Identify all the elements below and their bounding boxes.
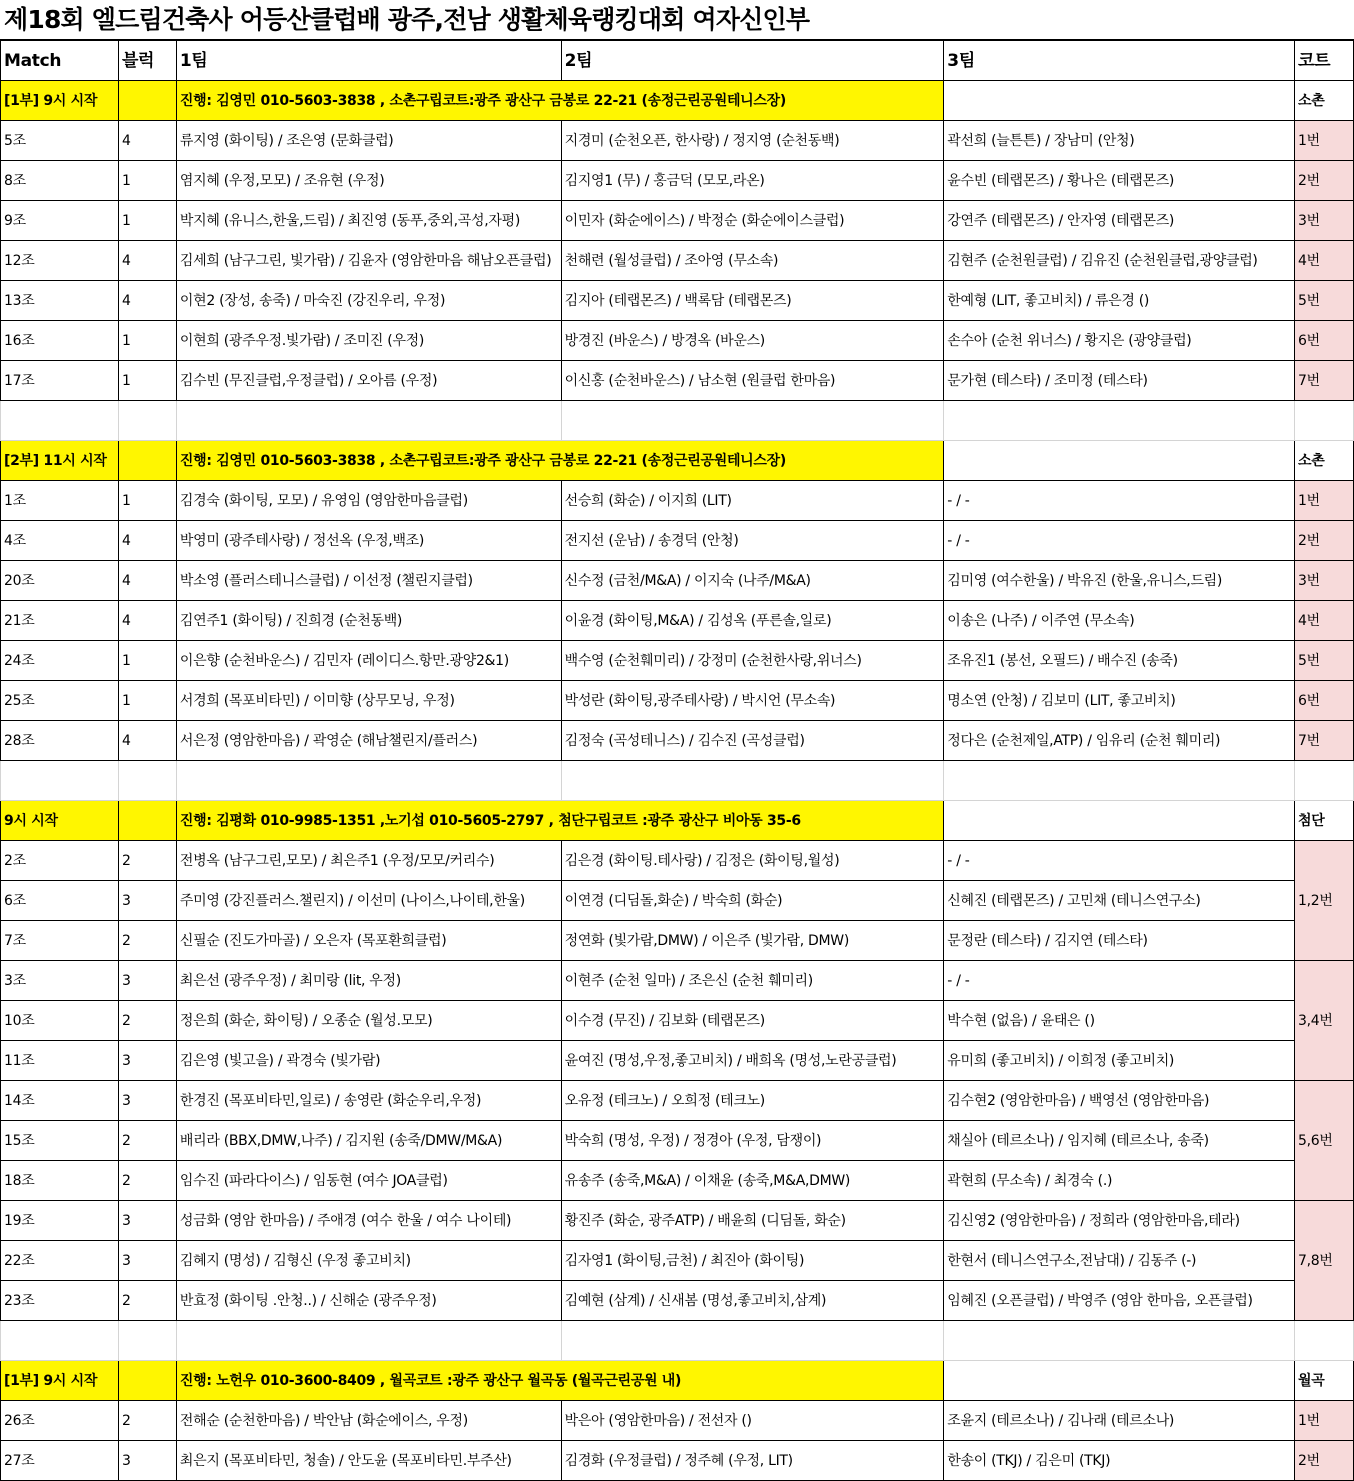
match-cell[interactable]: 13조 <box>1 281 119 321</box>
team2-cell[interactable]: 전지선 (운남) / 송경덕 (안청) <box>561 521 944 561</box>
court-cell[interactable]: 2번 <box>1294 161 1353 201</box>
team1-cell[interactable]: 배리라 (BBX,DMW,나주) / 김지원 (송죽/DMW/M&A) <box>176 1121 561 1161</box>
team3-cell[interactable]: 한송이 (TKJ) / 김은미 (TKJ) <box>944 1441 1295 1481</box>
match-cell[interactable]: 24조 <box>1 641 119 681</box>
section-venue-info[interactable]: 진행: 노헌우 010-3600-8409 , 월곡코트 :광주 광산구 월곡동 (월곡근린공원 내) <box>176 1361 943 1401</box>
block-cell[interactable]: 4 <box>118 121 176 161</box>
match-cell[interactable]: 8조 <box>1 161 119 201</box>
block-cell[interactable]: 4 <box>118 241 176 281</box>
match-row <box>1 1241 1354 1281</box>
team3-cell[interactable]: 한현서 (테니스연구소,전남대) / 김동주 (-) <box>944 1241 1295 1281</box>
team3-cell[interactable]: 손수아 (순천 위너스) / 황지은 (광양클럽) <box>944 321 1295 361</box>
team3-cell[interactable]: 강연주 (테랩몬즈) / 안자영 (테랩몬즈) <box>944 201 1295 241</box>
header-team1[interactable]: 1팀 <box>176 41 561 81</box>
match-row <box>1 1201 1354 1241</box>
team3-cell[interactable]: - / - <box>944 521 1295 561</box>
empty-cell[interactable] <box>1294 1321 1353 1361</box>
team1-cell[interactable]: 김수빈 (무진클럽,우정클럽) / 오아름 (우정) <box>176 361 561 401</box>
section-label[interactable]: 9시 시작 <box>1 801 119 841</box>
team2-cell[interactable]: 이민자 (화순에이스) / 박정순 (화순에이스클럽) <box>561 201 944 241</box>
block-cell[interactable]: 2 <box>118 1401 176 1441</box>
block-cell[interactable]: 1 <box>118 161 176 201</box>
court-cell[interactable]: 3번 <box>1294 201 1353 241</box>
match-row <box>1 881 1354 921</box>
team2-cell[interactable]: 이윤경 (화이팅,M&A) / 김성옥 (푸른솔,일로) <box>561 601 944 641</box>
empty-cell[interactable] <box>176 761 561 801</box>
team1-cell[interactable]: 전병옥 (남구그린,모모) / 최은주1 (우정/모모/커리수) <box>176 841 561 881</box>
team1-cell[interactable]: 류지영 (화이팅) / 조은영 (문화클럽) <box>176 121 561 161</box>
match-cell[interactable]: 26조 <box>1 1401 119 1441</box>
match-row <box>1 1041 1354 1081</box>
match-cell[interactable]: 18조 <box>1 1161 119 1201</box>
team2-cell[interactable]: 백수영 (순천훼미리) / 강정미 (순천한사랑,위너스) <box>561 641 944 681</box>
team3-cell[interactable]: 김수현2 (영암한마음) / 백영선 (영암한마음) <box>944 1081 1295 1121</box>
team3-cell[interactable]: 신혜진 (테랩몬즈) / 고민채 (테니스연구소) <box>944 881 1295 921</box>
match-row <box>1 321 1354 361</box>
section-team3-cell[interactable] <box>944 801 1295 841</box>
section-block-cell[interactable] <box>118 441 176 481</box>
empty-cell[interactable] <box>176 401 561 441</box>
section-team3-cell[interactable] <box>944 441 1295 481</box>
team3-cell[interactable]: 박수현 (없음) / 윤태은 () <box>944 1001 1295 1041</box>
team1-cell[interactable]: 최은지 (목포비타민, 청솔) / 안도윤 (목포비타민.부주산) <box>176 1441 561 1481</box>
team3-cell[interactable]: 조유진1 (봉선, 오필드) / 배수진 (송죽) <box>944 641 1295 681</box>
empty-cell[interactable] <box>561 761 944 801</box>
team1-cell[interactable]: 이은향 (순천바운스) / 김민자 (레이디스.항만.광양2&1) <box>176 641 561 681</box>
team2-cell[interactable]: 박은아 (영암한마음) / 전선자 () <box>561 1401 944 1441</box>
match-cell[interactable]: 22조 <box>1 1241 119 1281</box>
team3-cell[interactable]: 정다은 (순천제일,ATP) / 임유리 (순천 훼미리) <box>944 721 1295 761</box>
court-cell[interactable]: 7,8번 <box>1294 1201 1353 1321</box>
match-cell[interactable]: 7조 <box>1 921 119 961</box>
match-row <box>1 601 1354 641</box>
empty-cell[interactable] <box>944 1321 1295 1361</box>
team2-cell[interactable]: 김정숙 (곡성테니스) / 김수진 (곡성클럽) <box>561 721 944 761</box>
court-cell[interactable]: 5번 <box>1294 641 1353 681</box>
empty-cell[interactable] <box>944 401 1295 441</box>
match-cell[interactable]: 16조 <box>1 321 119 361</box>
team2-cell[interactable]: 지경미 (순천오픈, 한사랑) / 정지영 (순천동백) <box>561 121 944 161</box>
empty-cell[interactable] <box>1 401 119 441</box>
block-cell[interactable]: 1 <box>118 321 176 361</box>
block-cell[interactable]: 4 <box>118 561 176 601</box>
team1-cell[interactable]: 최은선 (광주우정) / 최미랑 (lit, 우정) <box>176 961 561 1001</box>
team3-cell[interactable]: 명소연 (안청) / 김보미 (LIT, 좋고비치) <box>944 681 1295 721</box>
team3-cell[interactable]: 유미희 (좋고비치) / 이희정 (좋고비치) <box>944 1041 1295 1081</box>
court-cell[interactable]: 4번 <box>1294 241 1353 281</box>
section-header-row <box>1 801 1354 841</box>
match-cell[interactable]: 20조 <box>1 561 119 601</box>
spacer-row <box>1 1321 1354 1361</box>
team2-cell[interactable]: 김경화 (우정클럽) / 정주혜 (우정, LIT) <box>561 1441 944 1481</box>
team3-cell[interactable]: 이송은 (나주) / 이주연 (무소속) <box>944 601 1295 641</box>
block-cell[interactable]: 4 <box>118 521 176 561</box>
match-row <box>1 281 1354 321</box>
team2-cell[interactable]: 정연화 (빛가람,DMW) / 이은주 (빛가람, DMW) <box>561 921 944 961</box>
team1-cell[interactable]: 주미영 (강진플러스.챌린지) / 이선미 (나이스,나이테,한울) <box>176 881 561 921</box>
team3-cell[interactable]: - / - <box>944 841 1295 881</box>
block-cell[interactable]: 2 <box>118 1001 176 1041</box>
team2-cell[interactable]: 김은경 (화이팅.테사랑) / 김정은 (화이팅,월성) <box>561 841 944 881</box>
match-row <box>1 641 1354 681</box>
team3-cell[interactable]: 조윤지 (테르소나) / 김나래 (테르소나) <box>944 1401 1295 1441</box>
team1-cell[interactable]: 박지혜 (유니스,한울,드림) / 최진영 (동푸,중외,곡성,자평) <box>176 201 561 241</box>
block-cell[interactable]: 3 <box>118 1241 176 1281</box>
section-venue-info[interactable]: 진행: 김영민 010-5603-3838 , 소촌구립코트:광주 광산구 금봉로 22-21 (송정근린공원테니스장) <box>176 81 943 121</box>
match-cell[interactable]: 4조 <box>1 521 119 561</box>
section-block-cell[interactable] <box>118 1361 176 1401</box>
match-row <box>1 121 1354 161</box>
team2-cell[interactable]: 선승희 (화순) / 이지희 (LIT) <box>561 481 944 521</box>
team1-cell[interactable]: 반효정 (화이팅 .안청..) / 신해순 (광주우정) <box>176 1281 561 1321</box>
match-row <box>1 1161 1354 1201</box>
team1-cell[interactable]: 김혜지 (명성) / 김형신 (우정 좋고비치) <box>176 1241 561 1281</box>
match-row <box>1 1081 1354 1121</box>
block-cell[interactable]: 2 <box>118 1281 176 1321</box>
team1-cell[interactable]: 김은영 (빛고을) / 곽경숙 (빛가람) <box>176 1041 561 1081</box>
section-court-name[interactable]: 첨단 <box>1294 801 1353 841</box>
block-cell[interactable]: 2 <box>118 1121 176 1161</box>
match-cell[interactable]: 15조 <box>1 1121 119 1161</box>
match-cell[interactable]: 27조 <box>1 1441 119 1481</box>
header-row <box>1 41 1354 81</box>
match-row <box>1 921 1354 961</box>
team1-cell[interactable]: 김세희 (남구그린, 빛가람) / 김윤자 (영암한마음 해남오픈클럽) <box>176 241 561 281</box>
team1-cell[interactable]: 김경숙 (화이팅, 모모) / 유영임 (영암한마음클럽) <box>176 481 561 521</box>
match-cell[interactable]: 12조 <box>1 241 119 281</box>
spacer-row <box>1 761 1354 801</box>
match-cell[interactable]: 19조 <box>1 1201 119 1241</box>
block-cell[interactable]: 1 <box>118 201 176 241</box>
team1-cell[interactable]: 임수진 (파라다이스) / 임동현 (여수 JOA클럽) <box>176 1161 561 1201</box>
match-row <box>1 961 1354 1001</box>
bracket-table <box>0 40 1354 1481</box>
court-cell[interactable]: 5번 <box>1294 281 1353 321</box>
team3-cell[interactable]: 윤수빈 (테랩몬즈) / 황나은 (테랩몬즈) <box>944 161 1295 201</box>
match-cell[interactable]: 17조 <box>1 361 119 401</box>
match-row <box>1 1121 1354 1161</box>
match-row <box>1 1401 1354 1441</box>
section-court-name[interactable]: 소촌 <box>1294 441 1353 481</box>
team3-cell[interactable]: 임혜진 (오픈클럽) / 박영주 (영암 한마음, 오픈클럽) <box>944 1281 1295 1321</box>
block-cell[interactable]: 4 <box>118 721 176 761</box>
section-block-cell[interactable] <box>118 81 176 121</box>
block-cell[interactable]: 3 <box>118 1041 176 1081</box>
block-cell[interactable]: 1 <box>118 361 176 401</box>
empty-cell[interactable] <box>1 761 119 801</box>
team2-cell[interactable]: 윤여진 (명성,우정,좋고비치) / 배희옥 (명성,노란공클럽) <box>561 1041 944 1081</box>
block-cell[interactable]: 1 <box>118 681 176 721</box>
team1-cell[interactable]: 이현2 (장성, 송죽) / 마숙진 (강진우리, 우정) <box>176 281 561 321</box>
team2-cell[interactable]: 황진주 (화순, 광주ATP) / 배윤희 (디딤돌, 화순) <box>561 1201 944 1241</box>
match-row <box>1 1001 1354 1041</box>
team1-cell[interactable]: 전해순 (순천한마음) / 박안남 (화순에이스, 우정) <box>176 1401 561 1441</box>
match-row <box>1 721 1354 761</box>
court-cell[interactable]: 1번 <box>1294 121 1353 161</box>
team2-cell[interactable]: 김자영1 (화이팅,금천) / 최진아 (화이팅) <box>561 1241 944 1281</box>
team2-cell[interactable]: 김예현 (삼계) / 신새봄 (명성,좋고비치,삼계) <box>561 1281 944 1321</box>
team2-cell[interactable]: 김지영1 (무) / 홍금덕 (모모,라온) <box>561 161 944 201</box>
team1-cell[interactable]: 서은정 (영암한마음) / 곽영순 (해남챌린지/플러스) <box>176 721 561 761</box>
team1-cell[interactable]: 이현희 (광주우정.빛가람) / 조미진 (우정) <box>176 321 561 361</box>
block-cell[interactable]: 2 <box>118 921 176 961</box>
match-row <box>1 841 1354 881</box>
team3-cell[interactable]: - / - <box>944 961 1295 1001</box>
team2-cell[interactable]: 유송주 (송죽,M&A) / 이채윤 (송죽,M&A,DMW) <box>561 1161 944 1201</box>
block-cell[interactable]: 3 <box>118 1441 176 1481</box>
section-label[interactable]: [1부] 9시 시작 <box>1 1361 119 1401</box>
court-cell[interactable]: 4번 <box>1294 601 1353 641</box>
section-header-row <box>1 1361 1354 1401</box>
section-header-row <box>1 81 1354 121</box>
team1-cell[interactable]: 서경희 (목포비타민) / 이미향 (상무모닝, 우정) <box>176 681 561 721</box>
match-row <box>1 1441 1354 1481</box>
match-row <box>1 521 1354 561</box>
empty-cell[interactable] <box>561 1321 944 1361</box>
team3-cell[interactable]: 문가현 (테스타) / 조미정 (테스타) <box>944 361 1295 401</box>
match-cell[interactable]: 11조 <box>1 1041 119 1081</box>
block-cell[interactable]: 4 <box>118 281 176 321</box>
block-cell[interactable]: 3 <box>118 961 176 1001</box>
match-cell[interactable]: 14조 <box>1 1081 119 1121</box>
team3-cell[interactable]: 곽선희 (늘튼튼) / 장남미 (안청) <box>944 121 1295 161</box>
team3-cell[interactable]: 김신영2 (영암한마음) / 정희라 (영암한마음,테라) <box>944 1201 1295 1241</box>
court-cell[interactable]: 3,4번 <box>1294 961 1353 1081</box>
section-court-name[interactable]: 월곡 <box>1294 1361 1353 1401</box>
court-cell[interactable]: 3번 <box>1294 561 1353 601</box>
team2-cell[interactable]: 이연경 (디딤돌,화순) / 박숙희 (화순) <box>561 881 944 921</box>
empty-cell[interactable] <box>1 1321 119 1361</box>
match-cell[interactable]: 28조 <box>1 721 119 761</box>
block-cell[interactable]: 3 <box>118 1081 176 1121</box>
team2-cell[interactable]: 김지아 (테랩몬즈) / 백록담 (테랩몬즈) <box>561 281 944 321</box>
team3-cell[interactable]: 문정란 (테스타) / 김지연 (테스타) <box>944 921 1295 961</box>
court-cell[interactable]: 1번 <box>1294 481 1353 521</box>
team1-cell[interactable]: 김연주1 (화이팅) / 진희경 (순천동백) <box>176 601 561 641</box>
team2-cell[interactable]: 이현주 (순천 일마) / 조은신 (순천 훼미리) <box>561 961 944 1001</box>
court-cell[interactable]: 6번 <box>1294 321 1353 361</box>
team2-cell[interactable]: 박성란 (화이팅,광주테사랑) / 박시언 (무소속) <box>561 681 944 721</box>
team3-cell[interactable]: 채실아 (테르소나) / 임지혜 (테르소나, 송죽) <box>944 1121 1295 1161</box>
block-cell[interactable]: 2 <box>118 1161 176 1201</box>
header-court[interactable]: 코트 <box>1294 41 1353 81</box>
match-row <box>1 561 1354 601</box>
match-cell[interactable]: 1조 <box>1 481 119 521</box>
court-cell[interactable]: 7번 <box>1294 361 1353 401</box>
match-row <box>1 161 1354 201</box>
header-match[interactable]: Match <box>1 41 119 81</box>
team2-cell[interactable]: 박숙희 (명성, 우정) / 정경아 (우정, 담쟁이) <box>561 1121 944 1161</box>
block-cell[interactable]: 2 <box>118 841 176 881</box>
section-court-name[interactable]: 소촌 <box>1294 81 1353 121</box>
match-row <box>1 481 1354 521</box>
match-cell[interactable]: 21조 <box>1 601 119 641</box>
header-block[interactable]: 블럭 <box>118 41 176 81</box>
empty-cell[interactable] <box>118 1321 176 1361</box>
empty-cell[interactable] <box>1294 401 1353 441</box>
team2-cell[interactable]: 이수경 (무진) / 김보화 (테랩몬즈) <box>561 1001 944 1041</box>
empty-cell[interactable] <box>1294 761 1353 801</box>
match-cell[interactable]: 23조 <box>1 1281 119 1321</box>
team1-cell[interactable]: 성금화 (영암 한마음) / 주애경 (여수 한울 / 여수 나이테) <box>176 1201 561 1241</box>
match-cell[interactable]: 5조 <box>1 121 119 161</box>
team3-cell[interactable]: 김미영 (여수한울) / 박유진 (한울,유니스,드림) <box>944 561 1295 601</box>
court-cell[interactable]: 2번 <box>1294 1441 1353 1481</box>
court-cell[interactable]: 2번 <box>1294 521 1353 561</box>
team3-cell[interactable]: - / - <box>944 481 1295 521</box>
team2-cell[interactable]: 이신홍 (순천바운스) / 남소현 (원클럽 한마음) <box>561 361 944 401</box>
block-cell[interactable]: 4 <box>118 601 176 641</box>
section-team3-cell[interactable] <box>944 81 1295 121</box>
match-cell[interactable]: 2조 <box>1 841 119 881</box>
empty-cell[interactable] <box>118 761 176 801</box>
match-row <box>1 1281 1354 1321</box>
section-team3-cell[interactable] <box>944 1361 1295 1401</box>
team2-cell[interactable]: 오유정 (테크노) / 오희정 (테크노) <box>561 1081 944 1121</box>
block-cell[interactable]: 1 <box>118 641 176 681</box>
section-label[interactable]: [1부] 9시 시작 <box>1 81 119 121</box>
team2-cell[interactable]: 신수정 (금천/M&A) / 이지숙 (나주/M&A) <box>561 561 944 601</box>
team2-cell[interactable]: 천해련 (월성클럽) / 조아영 (무소속) <box>561 241 944 281</box>
block-cell[interactable]: 3 <box>118 881 176 921</box>
header-team3[interactable]: 3팀 <box>944 41 1295 81</box>
team3-cell[interactable]: 김현주 (순천원클럽) / 김유진 (순천원클럽,광양클럽) <box>944 241 1295 281</box>
empty-cell[interactable] <box>561 401 944 441</box>
header-team2[interactable]: 2팀 <box>561 41 944 81</box>
court-cell[interactable]: 5,6번 <box>1294 1081 1353 1201</box>
team1-cell[interactable]: 신필순 (진도가마골) / 오은자 (목포환희클럽) <box>176 921 561 961</box>
section-header-row <box>1 441 1354 481</box>
empty-cell[interactable] <box>176 1321 561 1361</box>
section-venue-info[interactable]: 진행: 김평화 010-9985-1351 ,노기섭 010-5605-2797 , 첨단구립코트 :광주 광산구 비아동 35-6 <box>176 801 943 841</box>
team3-cell[interactable]: 한예형 (LIT, 좋고비치) / 류은경 () <box>944 281 1295 321</box>
empty-cell[interactable] <box>118 401 176 441</box>
team1-cell[interactable]: 박영미 (광주테사랑) / 정선옥 (우정,백조) <box>176 521 561 561</box>
match-cell[interactable]: 10조 <box>1 1001 119 1041</box>
court-cell[interactable]: 1번 <box>1294 1401 1353 1441</box>
block-cell[interactable]: 3 <box>118 1201 176 1241</box>
court-cell[interactable]: 1,2번 <box>1294 841 1353 961</box>
match-row <box>1 201 1354 241</box>
match-cell[interactable]: 9조 <box>1 201 119 241</box>
team1-cell[interactable]: 한경진 (목포비타민,일로) / 송영란 (화순우리,우정) <box>176 1081 561 1121</box>
match-row <box>1 681 1354 721</box>
court-cell[interactable]: 6번 <box>1294 681 1353 721</box>
team1-cell[interactable]: 박소영 (플러스테니스클럽) / 이선정 (챌린지클럽) <box>176 561 561 601</box>
match-cell[interactable]: 6조 <box>1 881 119 921</box>
team1-cell[interactable]: 정은희 (화순, 화이팅) / 오종순 (월성.모모) <box>176 1001 561 1041</box>
empty-cell[interactable] <box>944 761 1295 801</box>
match-cell[interactable]: 25조 <box>1 681 119 721</box>
team3-cell[interactable]: 곽현희 (무소속) / 최경숙 (.) <box>944 1161 1295 1201</box>
team1-cell[interactable]: 염지혜 (우정,모모) / 조유현 (우정) <box>176 161 561 201</box>
match-row <box>1 241 1354 281</box>
sheet-title: 제18회 엘드림건축사 어등산클럽배 광주,전남 생활체육랭킹대회 여자신인부 <box>0 0 1354 40</box>
section-block-cell[interactable] <box>118 801 176 841</box>
section-label[interactable]: [2부] 11시 시작 <box>1 441 119 481</box>
team2-cell[interactable]: 방경진 (바운스) / 방경옥 (바운스) <box>561 321 944 361</box>
court-cell[interactable]: 7번 <box>1294 721 1353 761</box>
section-venue-info[interactable]: 진행: 김영민 010-5603-3838 , 소촌구립코트:광주 광산구 금봉로 22-21 (송정근린공원테니스장) <box>176 441 943 481</box>
block-cell[interactable]: 1 <box>118 481 176 521</box>
match-cell[interactable]: 3조 <box>1 961 119 1001</box>
match-row <box>1 361 1354 401</box>
spacer-row <box>1 401 1354 441</box>
